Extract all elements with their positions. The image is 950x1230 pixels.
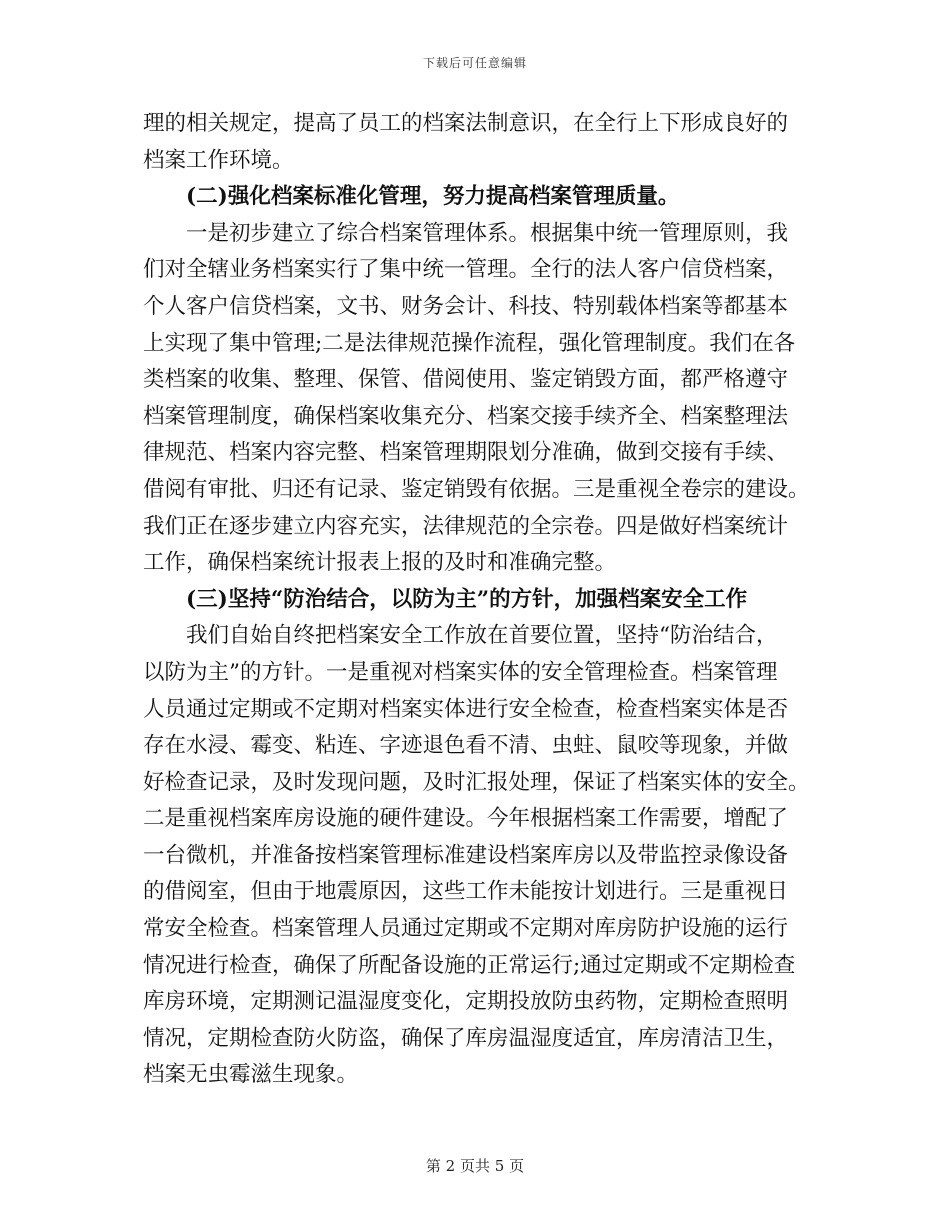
page-footer: 第 2 页共 5 页 [425,1157,525,1175]
text-line: 存在水浸、霉变、粘连、字迹退色看不清、虫蛀、鼠咬等现象，并做 [143,733,789,759]
paragraph-start: 我们自始自终把档案安全工作放在首要位置，坚持“防治结合， [186,623,778,649]
text-line: 情况，定期检查防火防盗，确保了库房温湿度适宜，库房清洁卫生， [143,1025,789,1051]
text-line: 工作，确保档案统计报表上报的及时和准确完整。 [143,550,617,576]
text-line: 律规范、档案内容完整、档案管理期限划分准确，做到交接有手续、 [143,440,789,466]
text-line: 上实现了集中管理;二是法律规范操作流程，强化管理制度。我们在各 [143,330,796,356]
page-header: 下载后可任意编辑 [422,56,527,70]
text-line: 的借阅室，但由于地震原因，这些工作未能按计划进行。三是重视日 [143,879,789,905]
paragraph-start: 一是初步建立了综合档案管理体系。根据集中统一管理原则，我 [186,220,789,246]
text-line: 们对全辖业务档案实行了集中统一管理。全行的法人客户信贷档案， [143,257,789,283]
text-line: 个人客户信贷档案，文书、财务会计、科技、特别载体档案等都基本 [143,293,789,319]
text-line: 档案工作环境。 [143,147,294,173]
text-line: 常安全检查。档案管理人员通过定期或不定期对库房防护设施的运行 [143,916,789,942]
text-line: 库房环境，定期测记温湿度变化，定期投放防虫药物，定期检查照明 [143,989,789,1015]
text-line: 类档案的收集、整理、保管、借阅使用、鉴定销毁方面，都严格遵守 [143,367,789,393]
text-line: 二是重视档案库房设施的硬件建设。今年根据档案工作需要，增配了 [143,806,789,832]
text-line: 情况进行检查，确保了所配备设施的正常运行;通过定期或不定期检查 [143,952,796,978]
section-heading: (三)坚持“防治结合，以防为主”的方针，加强档案安全工作 [186,586,748,612]
text-line: 人员通过定期或不定期对档案实体进行安全检查，检查档案实体是否 [143,696,789,722]
text-line: 一台微机，并准备按档案管理标准建设档案库房以及带监控录像设备 [143,842,789,868]
text-line: 我们正在逐步建立内容充实，法律规范的全宗卷。四是做好档案统计 [143,513,789,539]
document-body [143,106,810,1094]
text-line: 档案管理制度，确保档案收集充分、档案交接手续齐全、档案整理法 [143,403,789,429]
text-line: 档案无虫霉滋生现象。 [143,1062,359,1088]
section-heading: (二)强化档案标准化管理，努力提高档案管理质量。 [186,184,680,210]
text-line: 理的相关规定，提高了员工的档案法制意识，在全行上下形成良好的 [143,111,789,136]
text-line: 借阅有审批、归还有记录、鉴定销毁有依据。三是重视全卷宗的建设。 [143,476,810,502]
text-line: 以防为主”的方针。一是重视对档案实体的安全管理检查。档案管理 [143,659,778,685]
text-line: 好检查记录，及时发现问题，及时汇报处理，保证了档案实体的安全。 [143,769,810,795]
